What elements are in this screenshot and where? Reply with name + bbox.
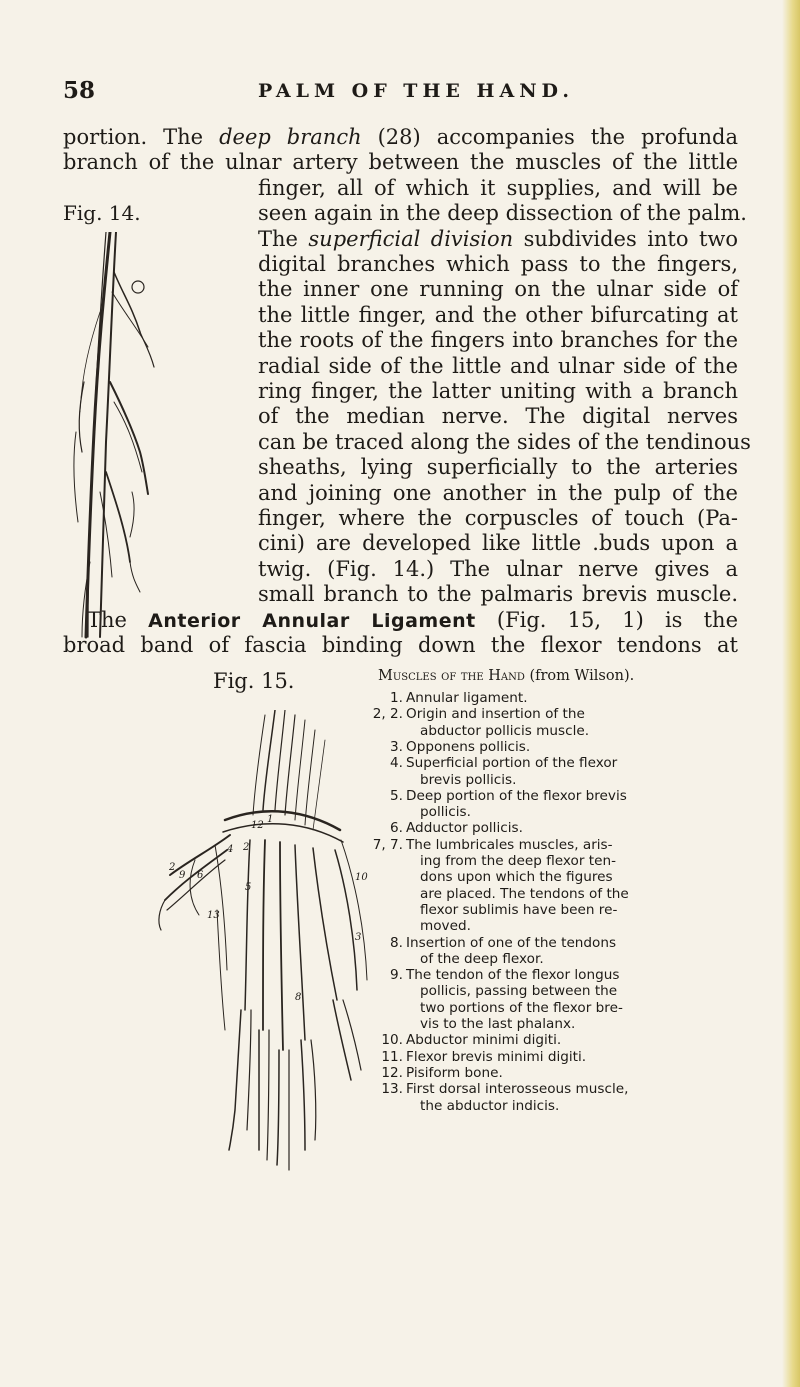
caption-item-text: Flexor brevis minimi digiti.	[406, 1048, 587, 1065]
caption-item-text: Abductor minimi digiti.	[406, 1032, 562, 1049]
body-line-pre: broad band of fascia binding down the flexor tendons at	[63, 633, 738, 657]
caption-item-text: flexor sublimis have been re-	[420, 901, 618, 918]
caption-item-number: 4.	[390, 755, 403, 772]
body-line-pre: the inner one running on the ulnar side of	[258, 277, 738, 302]
body-line	[258, 429, 751, 455]
caption-item-text: First dorsal interosseous muscle,	[406, 1081, 629, 1098]
body-line-pre: branch of the ulnar artery between the muscles of the little	[63, 150, 738, 175]
caption-item-number: 10.	[381, 1032, 403, 1049]
page-edge	[782, 0, 800, 1387]
caption-title-smallcaps: Muscles of the Hand	[378, 668, 525, 684]
body-line-post: (Fig. 15, 1) is the	[475, 607, 739, 632]
body-line-bold: Anterior Annular Ligament	[148, 609, 476, 632]
caption-item-text: Insertion of one of the tendons	[406, 934, 617, 951]
caption-item-text: two portions of the flexor bre-	[420, 999, 623, 1016]
caption-item-text: Opponens pollicis.	[406, 738, 531, 755]
fig15-mark-2b: 2	[243, 842, 250, 853]
body-line-em: superficial division	[308, 226, 514, 251]
fig15-mark-8: 8	[295, 992, 302, 1003]
fig15-mark-13: 13	[207, 910, 220, 921]
body-line-pre: of the median nerve. The digital nerves	[258, 404, 738, 429]
body-line	[258, 454, 738, 480]
body-line	[258, 226, 738, 252]
body-line	[258, 200, 747, 226]
caption-item-number: 9.	[390, 967, 403, 984]
body-line-pre: the roots of the fingers into branches for the	[258, 328, 738, 353]
fig15-mark-3: 3	[355, 932, 362, 943]
body-line	[258, 378, 738, 404]
body-line	[63, 632, 738, 658]
caption-title-rest: (from Wilson).	[524, 668, 635, 684]
caption-item-number: 7, 7.	[372, 836, 403, 853]
body-line-pre: sheaths, lying superficially to the arteries	[258, 455, 738, 480]
caption-item-text: Adductor pollicis.	[406, 820, 523, 837]
body-line-pre: cini) are developed like little .buds upon a	[258, 531, 738, 556]
fig14-nerve-illustration	[70, 232, 158, 642]
fig15-label: Fig. 15.	[213, 669, 295, 693]
body-line	[258, 403, 738, 429]
body-line	[258, 480, 738, 506]
body-line-post: subdivides into two	[513, 226, 739, 251]
body-line	[258, 530, 738, 556]
body-line	[63, 149, 738, 175]
body-line-pre: and joining one another in the pulp of the	[258, 480, 738, 505]
body-line	[258, 353, 738, 379]
caption-item-text: of the deep flexor.	[420, 950, 544, 967]
body-line	[258, 302, 738, 328]
fig15-hand-muscles-illustration	[155, 710, 375, 1180]
caption-item-text: pollicis.	[420, 804, 471, 821]
caption-item-text: the abductor indicis.	[420, 1097, 560, 1114]
caption-item-text: moved.	[420, 918, 471, 935]
body-line	[258, 175, 738, 201]
running-head: PALM OF THE HAND.	[258, 80, 574, 102]
fig15-mark-10: 10	[355, 872, 368, 883]
caption-item-text: vis to the last phalanx.	[420, 1016, 576, 1032]
fig15-mark-9: 9	[179, 870, 186, 881]
body-line-pre: ring finger, the latter uniting with a branch	[258, 379, 738, 403]
fig15-mark-6: 6	[197, 870, 204, 881]
page-number: 58	[63, 77, 96, 104]
body-line-pre: The	[87, 607, 149, 632]
body-line	[258, 556, 738, 582]
fig15-mark-1: 1	[267, 814, 274, 825]
caption-item-text: ing from the deep flexor ten-	[420, 853, 616, 869]
caption-item-text: are placed. The tendons of the	[420, 885, 629, 902]
body-line	[258, 581, 738, 607]
fig15-mark-4: 4	[227, 844, 234, 855]
fig15-mark-12: 12	[251, 820, 264, 831]
body-line-pre: twig. (Fig. 14.) The ulnar nerve gives a	[258, 556, 738, 581]
body-line-pre: can be traced along the sides of the tendinous	[258, 429, 751, 454]
caption-item-text: The tendon of the flexor longus	[406, 967, 620, 984]
caption-item-number: 12.	[381, 1064, 403, 1081]
body-line	[258, 251, 738, 277]
caption-item-number: 13.	[381, 1081, 403, 1098]
body-line-pre: digital branches which pass to the fingers,	[258, 252, 738, 276]
body-line-pre: finger, all of which it supplies, and will be	[258, 175, 738, 200]
fig15-caption-title	[378, 668, 634, 684]
body-line-em: deep branch	[219, 125, 362, 149]
body-line-post: (28) accompanies the profunda	[361, 125, 739, 149]
fig14-label: Fig. 14.	[63, 201, 141, 225]
body-line	[258, 505, 738, 531]
fig15-mark-2a: 2	[169, 862, 176, 873]
body-line-pre: radial side of the little and ulnar side of the	[258, 353, 738, 378]
caption-item-text: dons upon which the figures	[420, 869, 613, 886]
body-line	[87, 607, 738, 634]
body-line-pre: the little finger, and the other bifurcating at	[258, 302, 738, 327]
caption-item-text: Origin and insertion of the	[406, 706, 585, 723]
caption-item-number: 3.	[390, 738, 403, 755]
body-line-pre: seen again in the deep dissection of the palm.	[258, 201, 747, 226]
body-line-pre: finger, where the corpuscles of touch (Pa-	[258, 506, 738, 530]
caption-item-text: Pisiform bone.	[406, 1064, 503, 1081]
caption-item-text: The lumbricales muscles, aris-	[406, 836, 613, 853]
caption-item-text: Annular ligament.	[406, 690, 528, 706]
caption-item-number: 5.	[390, 787, 403, 804]
body-line-pre: portion. The	[63, 125, 220, 149]
caption-item-number: 8.	[390, 934, 403, 951]
body-line	[63, 124, 738, 150]
body-line-pre: The	[258, 226, 309, 251]
caption-item-text: brevis pollicis.	[420, 771, 517, 788]
caption-item-number: 6.	[390, 820, 403, 837]
body-line	[258, 327, 738, 353]
caption-item-text: Superficial portion of the flexor	[406, 755, 618, 772]
caption-item-number: 11.	[381, 1048, 403, 1065]
body-line-pre: small branch to the palmaris brevis muscle.	[258, 582, 738, 607]
caption-item-text: pollicis, passing between the	[420, 983, 618, 1000]
body-line	[258, 276, 738, 302]
caption-item-text: abductor pollicis muscle.	[420, 722, 590, 739]
fig15-mark-5: 5	[245, 882, 252, 893]
caption-item-number: 2, 2.	[372, 706, 403, 723]
caption-item-number: 1.	[390, 690, 403, 706]
caption-item-text: Deep portion of the flexor brevis	[406, 787, 627, 804]
